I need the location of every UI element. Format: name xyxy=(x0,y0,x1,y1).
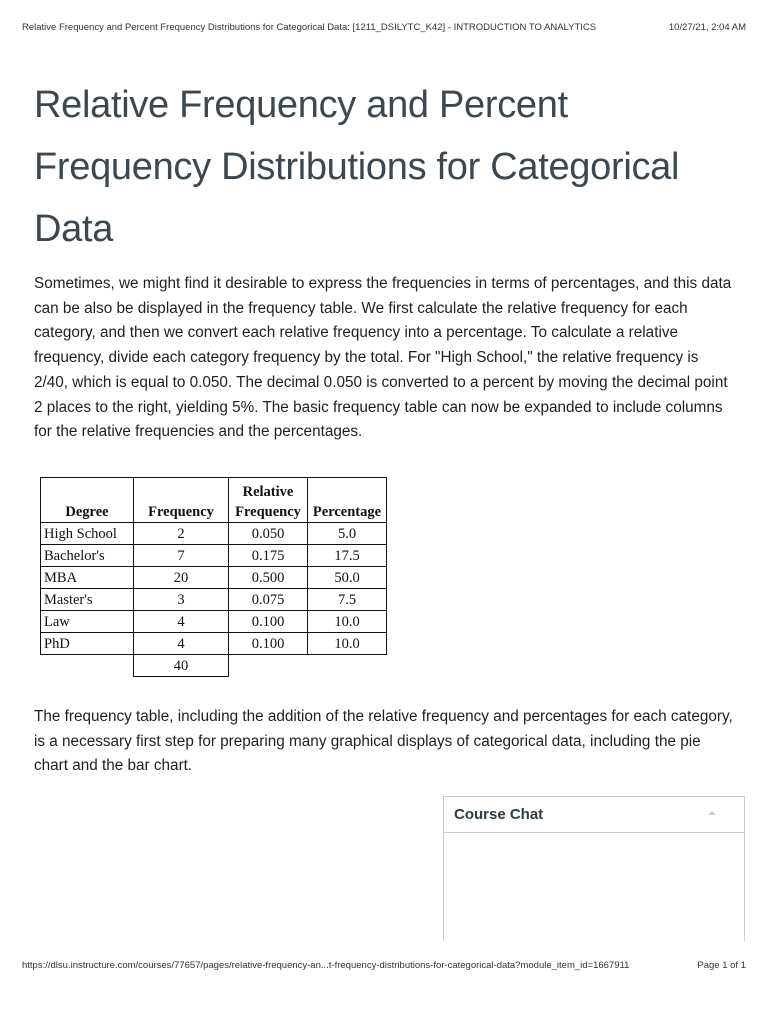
table-row xyxy=(41,545,387,567)
cell-relative: 0.175 xyxy=(229,545,308,567)
table-row xyxy=(41,589,387,611)
table-header-row xyxy=(41,478,387,523)
print-header xyxy=(22,22,746,36)
cell-relative: 0.500 xyxy=(229,567,308,589)
cell-percentage: 7.5 xyxy=(308,589,387,611)
course-chat-title: Course Chat xyxy=(454,806,544,823)
print-footer-url: https://dlsu.instructure.com/courses/77657/pages/relative-frequency-an...t-frequency-distributions-for-categorical-data?module_item_id=1667911 xyxy=(22,960,630,971)
total-blank-cell xyxy=(41,655,134,677)
table-row xyxy=(41,633,387,655)
cell-relative: 0.100 xyxy=(229,611,308,633)
cell-relative: 0.050 xyxy=(229,523,308,545)
print-header-datetime: 10/27/21, 2:04 AM xyxy=(668,22,746,33)
table-total-row xyxy=(41,655,387,677)
cell-degree: Master's xyxy=(41,589,134,611)
cell-relative: 0.100 xyxy=(229,633,308,655)
course-chat-panel xyxy=(443,796,745,941)
cell-frequency: 3 xyxy=(134,589,229,611)
cell-degree: MBA xyxy=(41,567,134,589)
header-degree: Degree xyxy=(41,478,134,523)
cell-percentage: 5.0 xyxy=(308,523,387,545)
header-frequency: Frequency xyxy=(134,478,229,523)
total-blank-cell xyxy=(229,655,308,677)
print-footer-page-count: Page 1 of 1 xyxy=(697,960,746,971)
intro-paragraph: Sometimes, we might find it desirable to express the frequencies in terms of percentages, and this data can be also be displayed in the frequency table. We first calculate the relative frequency for each category, and then we convert each relative frequency into a percentage. To calculate a relative frequency, divide each category frequency by the total. For "High School," the relative frequency is 2/40, which is equal to 0.050. The decimal 0.050 is converted to a percent by moving the decimal point 2 places to the right, yielding 5%. The basic frequency table can now be expanded to include columns for the relative frequencies and the percentages. xyxy=(34,275,732,441)
header-relative-line1: Relative xyxy=(242,484,294,500)
cell-frequency: 20 xyxy=(134,567,229,589)
cell-percentage: 10.0 xyxy=(308,611,387,633)
header-relative-line2: Frequency xyxy=(235,504,301,520)
cell-degree: High School xyxy=(41,523,134,545)
header-relative-frequency xyxy=(229,478,308,523)
cell-percentage: 17.5 xyxy=(308,545,387,567)
course-chat-header[interactable] xyxy=(444,797,744,833)
total-frequency: 40 xyxy=(134,655,229,677)
table-row xyxy=(41,611,387,633)
header-percentage: Percentage xyxy=(308,478,387,523)
total-blank-cell xyxy=(308,655,387,677)
frequency-table xyxy=(40,477,387,677)
cell-frequency: 2 xyxy=(134,523,229,545)
cell-percentage: 50.0 xyxy=(308,567,387,589)
print-footer xyxy=(22,960,746,974)
cell-relative: 0.075 xyxy=(229,589,308,611)
closing-paragraph: The frequency table, including the addition of the relative frequency and percentages for each category, is a necessary first step for preparing many graphical displays of categorical data, including the pie chart and the bar chart. xyxy=(34,708,733,775)
cell-percentage: 10.0 xyxy=(308,633,387,655)
cell-degree: PhD xyxy=(41,633,134,655)
print-header-title: Relative Frequency and Percent Frequency Distributions for Categorical Data: [1211_DSILYTC_K42] - INTRODUCTION TO ANALYTICS xyxy=(22,22,597,33)
cell-degree: Law xyxy=(41,611,134,633)
chevron-up-icon[interactable] xyxy=(708,811,716,815)
page-title: Relative Frequency and Percent Frequency Distributions for Categorical Data xyxy=(34,84,680,250)
table-row xyxy=(41,523,387,545)
cell-frequency: 7 xyxy=(134,545,229,567)
table-row xyxy=(41,567,387,589)
cell-degree: Bachelor's xyxy=(41,545,134,567)
cell-frequency: 4 xyxy=(134,611,229,633)
cell-frequency: 4 xyxy=(134,633,229,655)
